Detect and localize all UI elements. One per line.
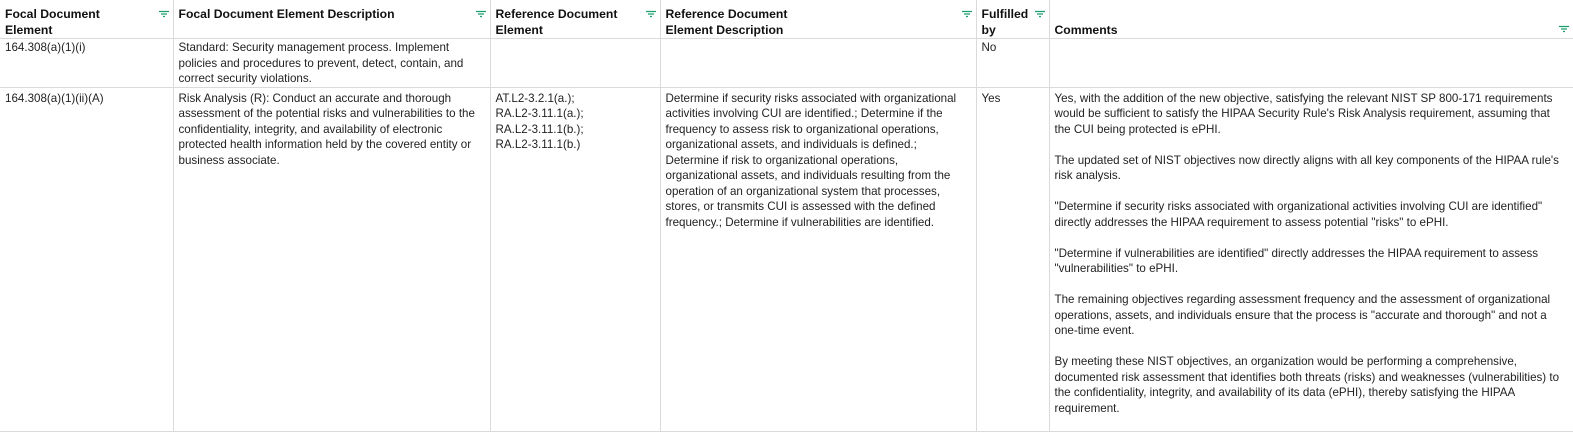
header-label: Reference Document Element	[495, 7, 618, 37]
header-focal-element[interactable]	[0, 0, 173, 39]
table-row	[0, 87, 1573, 431]
header-label: Focal Document Element	[5, 7, 100, 37]
header-reference-description[interactable]	[660, 0, 976, 39]
header-label: Comments	[1054, 22, 1118, 37]
header-reference-element[interactable]	[490, 0, 660, 39]
header-label: Fulfilled by	[981, 7, 1029, 37]
cell-fulfilled-by[interactable]: No	[976, 39, 1049, 88]
cell-focal-description[interactable]: Standard: Security management process. Implement policies and procedures to prevent, detect, contain, and correct security violations.	[173, 39, 490, 88]
filter-icon[interactable]	[1558, 24, 1570, 34]
cell-focal-element[interactable]: 164.308(a)(1)(i)	[0, 39, 173, 88]
comment-paragraph: By meeting these NIST objectives, an organization would be performing a comprehensive, documented risk assessment that identifies both threats (risks) and weaknesses (vulnerabilities) to the confidentiality, integrity, and availability of its data (ePHI), thereby satisfying the HIPAA requirement.	[1054, 355, 1560, 415]
header-comments[interactable]	[1049, 0, 1573, 39]
header-focal-description[interactable]	[173, 0, 490, 39]
header-label: Reference Document Element Description	[665, 7, 788, 37]
comment-paragraph: The remaining objectives regarding assessment frequency and the assessment of organizational operations, assets, and individuals ensure that the process is "accurate and thorough" and not a one-time event.	[1054, 293, 1551, 337]
cell-reference-element[interactable]	[490, 87, 660, 431]
cell-comments[interactable]	[1049, 87, 1573, 431]
comment-paragraph: "Determine if security risks associated with organizational activities involving CUI are identified" directly addresses the HIPAA requirement to assess potential "risks" to ePHI.	[1054, 200, 1543, 229]
filter-icon[interactable]	[158, 9, 170, 19]
comment-paragraph: "Determine if vulnerabilities are identified" directly addresses the HIPAA requirement to assess "vulnerabilities" to ePHI.	[1054, 246, 1539, 275]
cell-fulfilled-by[interactable]: Yes	[976, 87, 1049, 431]
header-row	[0, 0, 1573, 39]
cell-focal-element[interactable]: 164.308(a)(1)(ii)(A)	[0, 87, 173, 431]
cell-focal-description[interactable]: Risk Analysis (R): Conduct an accurate and thorough assessment of the potential risks and vulnerabilities to the confidentiality, integrity, and availability of electronic protected health information held by the covered entity or business associate.	[173, 87, 490, 431]
header-fulfilled-by[interactable]	[976, 0, 1049, 39]
header-label: Focal Document Element Description	[178, 7, 395, 21]
reference-element-text: AT.L2-3.2.1(a.); RA.L2-3.11.1(a.); RA.L2-3.11.1(b.); RA.L2-3.11.1(b.)	[495, 91, 584, 151]
comment-paragraph: Yes, with the addition of the new objective, satisfying the relevant NIST SP 800-171 requirements would be sufficient to satisfy the HIPAA Security Rule's Risk Analysis requirement, assuming that the CUI being protected is ePHI.	[1054, 91, 1553, 136]
filter-icon[interactable]	[1034, 9, 1046, 19]
cell-reference-element[interactable]	[490, 39, 660, 88]
filter-icon[interactable]	[961, 9, 973, 19]
cell-comments[interactable]	[1049, 39, 1573, 88]
filter-icon[interactable]	[475, 9, 487, 19]
comment-paragraph: The updated set of NIST objectives now directly aligns with all key components of the HIPAA rule's risk analysis.	[1054, 153, 1559, 182]
table-row	[0, 39, 1573, 88]
cell-reference-description[interactable]	[660, 39, 976, 88]
filter-icon[interactable]	[645, 9, 657, 19]
cell-reference-description[interactable]: Determine if security risks associated with organizational activities involving CUI are identified.; Determine if the frequency to assess risk to organizational operations, organizational assets, and individuals is defined.; Determine if risk to organizational operations, organizational assets, and individuals resulting from the operation of an organizational system that processes, stores, or transmits CUI is assessed with the defined frequency.; Determine if vulnerabilities are identified.	[660, 87, 976, 431]
